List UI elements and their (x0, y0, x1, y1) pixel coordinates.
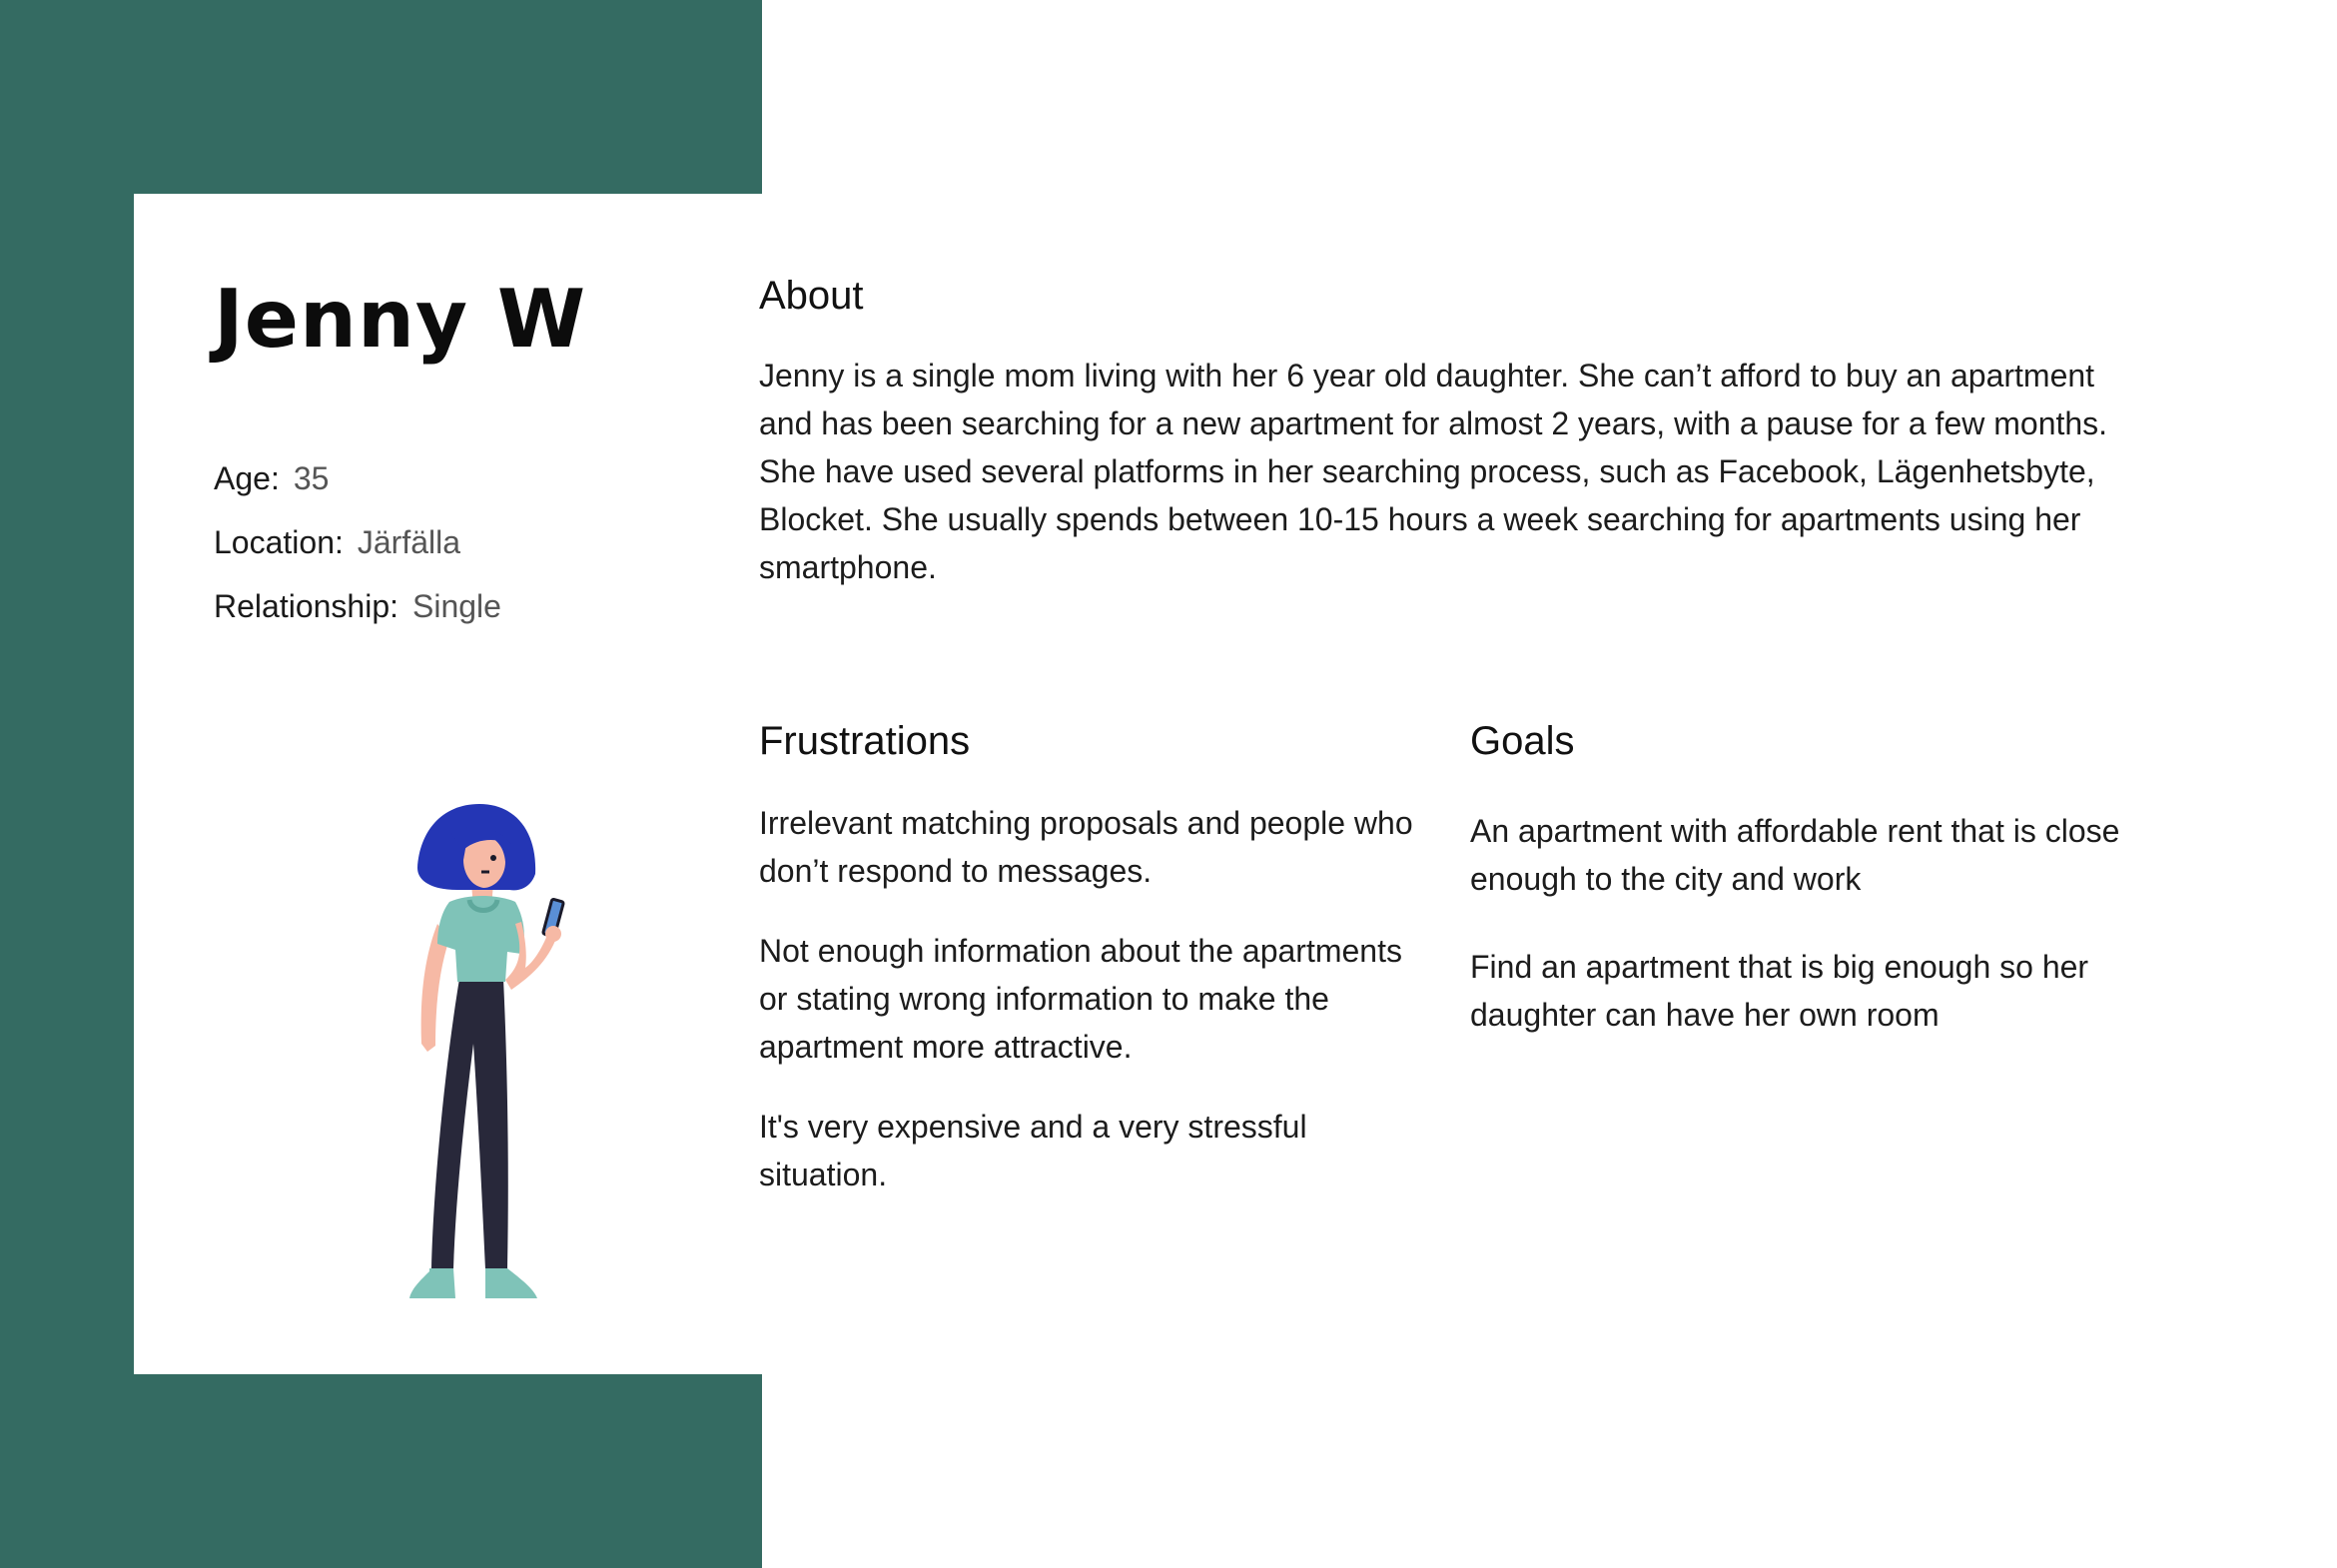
fact-label: Location: (214, 524, 344, 560)
fact-location (214, 510, 501, 574)
fact-value: Järfälla (357, 524, 461, 560)
fact-label: Age: (214, 460, 280, 496)
woman-with-phone-illustration (397, 804, 592, 1298)
fact-relationship (214, 574, 501, 638)
frustration-item: It's very expensive and a very stressful situation. (759, 1109, 1307, 1192)
frustrations-title: Frustrations (759, 719, 971, 763)
frustration-item: Irrelevant matching proposals and people who don’t respond to messages. (759, 805, 1413, 889)
fact-age (214, 446, 501, 510)
goal-item: An apartment with affordable rent that is close enough to the city and work (1470, 813, 2120, 897)
goal-item: Find an apartment that is big enough so her daughter can have her own room (1470, 949, 2089, 1033)
fact-value: 35 (293, 460, 330, 496)
fact-label: Relationship: (214, 588, 398, 624)
about-text: Jenny is a single mom living with her 6 year old daughter. She can’t afford to buy an apartment and has been searching for a new apartment for almost 2 years, with a pause for a few months. She have used several platforms in her searching process, such as Facebook, Lägenhetsbyte, Blocket. She usually spends between 10-15 hours a week searching for apartments using her smartphone. (759, 358, 2108, 585)
fact-value: Single (412, 588, 501, 624)
goals-title: Goals (1470, 719, 1575, 763)
about-title: About (759, 274, 864, 318)
persona-facts (214, 446, 501, 638)
persona-name: Jenny W (214, 273, 587, 366)
frustration-item: Not enough information about the apartments or stating wrong information to make the apartment more attractive. (759, 933, 1402, 1065)
